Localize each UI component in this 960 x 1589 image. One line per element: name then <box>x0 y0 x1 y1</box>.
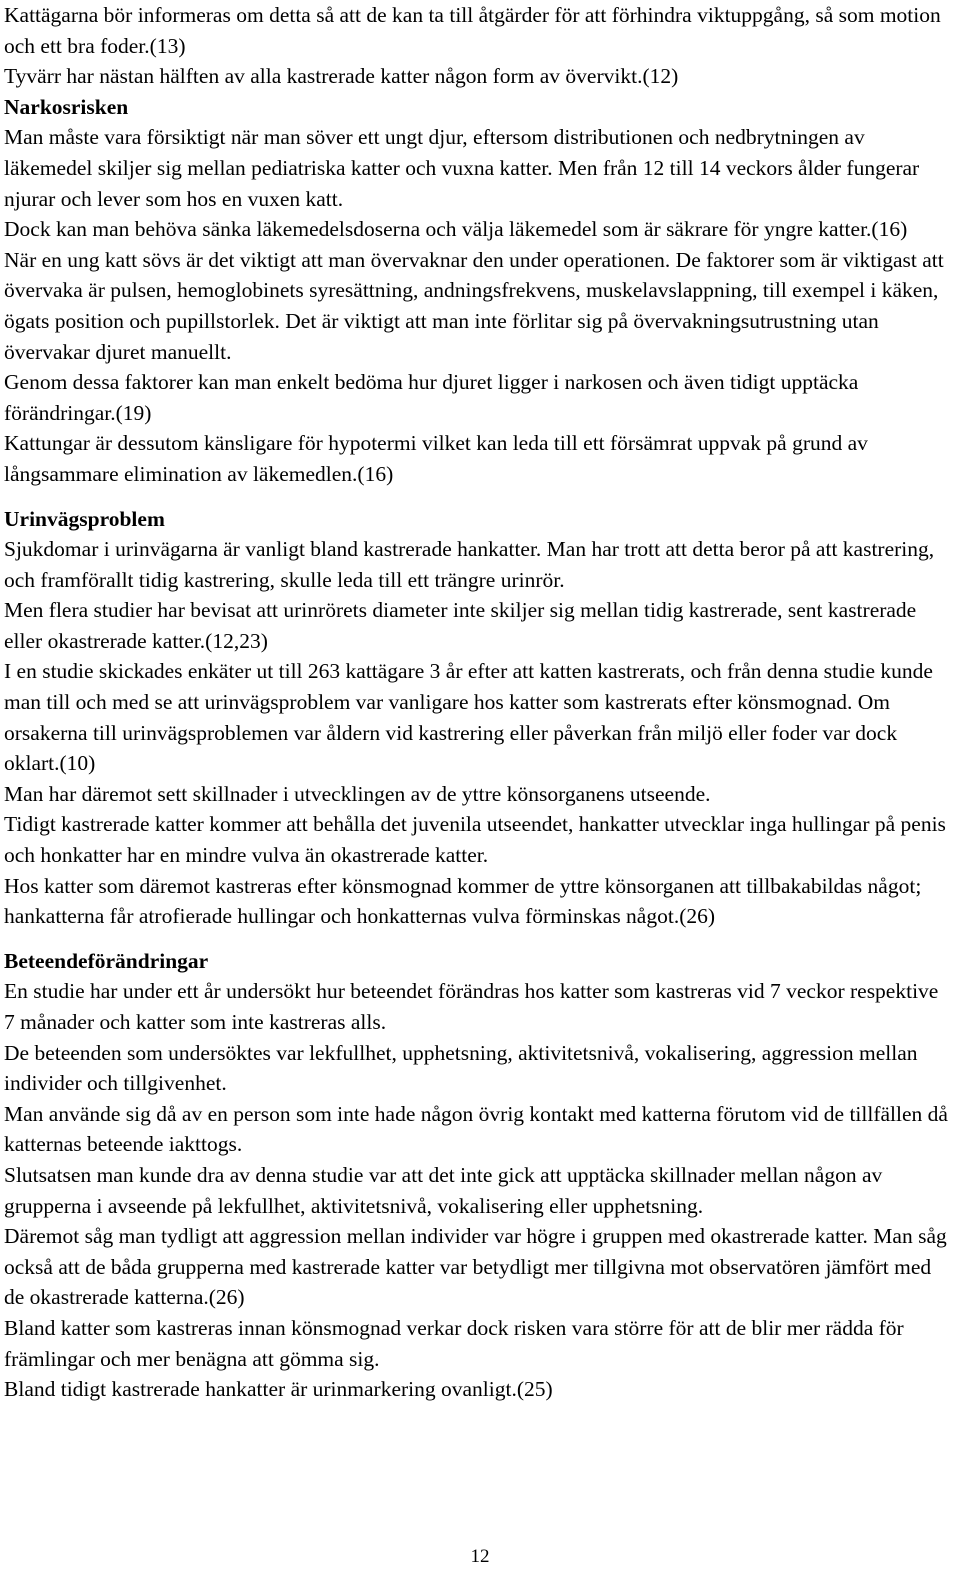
body-paragraph: Genom dessa faktorer kan man enkelt bedöma hur djuret ligger i narkosen och även tidigt upptäcka förändringar.(19) <box>4 370 859 425</box>
body-paragraph: Slutsatsen man kunde dra av denna studie var att det inte gick att upptäcka skillnader mellan någon av grupperna i avseende på lekfullhet, aktivitetsnivå, vokalisering eller upphetsning. <box>4 1162 883 1218</box>
body-paragraph: I en studie skickades enkäter ut till 263 kattägare 3 år efter att katten kastrerats, och från denna studie kunde man till och med se att urinvägsproblem var vanligare hos katter som kastrerats efter könsmognad. Om orsakerna till urinvägsproblemen var åldern vid kastrering eller påverkan från miljö eller foder var dock oklart.(10) <box>4 659 933 776</box>
body-paragraph: Bland tidigt kastrerade hankatter är urinmarkering ovanligt.(25) <box>4 1377 553 1402</box>
body-paragraph: Hos katter som däremot kastreras efter könsmognad kommer de yttre könsorganen att tillbakabildas något; hankatterna får atrofierade hullingar och honkatternas vulva förminskas något.(26) <box>4 873 922 929</box>
intro-paragraph: Tyvärr har nästan hälften av alla kastrerade katter någon form av övervikt.(12) <box>4 64 679 89</box>
body-paragraph: Man måste vara försiktigt när man söver ett ungt djur, eftersom distributionen och nedbrytningen av läkemedel skiljer sig mellan pediatriska katter och vuxna katter. Men från 12 till 14 veckors ålder fungerar njurar och lever som hos en vuxen katt. <box>4 125 920 211</box>
body-paragraph: Kattungar är dessutom känsligare för hypotermi vilket kan leda till ett försämrat uppvak på grund av långsammare elimination av läkemedlen.(16) <box>4 431 868 486</box>
body-paragraph: Man använde sig då av en person som inte hade någon övrig kontakt med katterna förutom vid de tillfällen då katternas beteende iakttogs. <box>4 1101 948 1157</box>
section-heading-narkosrisken: Narkosrisken <box>4 94 129 119</box>
intro-paragraph: Kattägarna bör informeras om detta så att de kan ta till åtgärder för att förhindra viktuppgång, så som motion och ett bra foder.(13) <box>4 3 941 58</box>
body-paragraph: Men flera studier har bevisat att urinrörets diameter inte skiljer sig mellan tidig kastrerade, sent kastrerade eller okastrerade katter.(12,23) <box>4 598 917 653</box>
body-paragraph: Sjukdomar i urinvägarna är vanligt bland kastrerade hankatter. Man har trott att detta beror på att kastrering, och framförallt tidig kastrering, skulle leda till ett trängre urinrör. <box>4 537 935 592</box>
page-number: 12 <box>470 1546 490 1567</box>
body-paragraph: Dock kan man behöva sänka läkemedelsdoserna och välja läkemedel som är säkrare för yngre katter.(16) <box>4 217 908 242</box>
section-heading-urinvagsproblem: Urinvägsproblem <box>4 506 165 531</box>
body-paragraph: Bland katter som kastreras innan könsmognad verkar dock risken vara större för att de blir mer rädda för främlingar och mer benägna att gömma sig. <box>4 1315 904 1371</box>
body-paragraph: När en ung katt sövs är det viktigt att man övervaknar den under operationen. De faktorer som är viktigast att övervaka är pulsen, hemoglobinets syresättning, andningsfrekvens, muskelavslappning, till exempel i käken, ögats position och pupillstorlek. Det är viktigt att man inte förlitar sig på övervakningsutrustning utan övervakar djuret manuellt. <box>4 247 944 364</box>
document-page <box>4 0 954 1405</box>
body-paragraph: Däremot såg man tydligt att aggression mellan individer var högre i gruppen med okastrerade katter. Man såg också att de båda grupperna med kastrerade katter var betydligt mer tillgivna mot observatören jämfört med de okastrerade katterna.(26) <box>4 1224 947 1310</box>
body-paragraph: Man har däremot sett skillnader i utvecklingen av de yttre könsorganens utseende. <box>4 781 711 806</box>
body-paragraph: Tidigt kastrerade katter kommer att behålla det juvenila utseendet, hankatter utvecklar inga hullingar på penis och honkatter har en mindre vulva än okastrerade katter. <box>4 812 946 868</box>
body-paragraph: En studie har under ett år undersökt hur beteendet förändras hos katter som kastreras vid 7 veckor respektive 7 månader och katter som inte kastreras alls. <box>4 979 939 1034</box>
section-heading-beteendeforandringar: Beteendeförändringar <box>4 948 209 973</box>
body-paragraph: De beteenden som undersöktes var lekfullhet, upphetsning, aktivitetsnivå, vokalisering, aggression mellan individer och tillgivenhet. <box>4 1040 918 1096</box>
